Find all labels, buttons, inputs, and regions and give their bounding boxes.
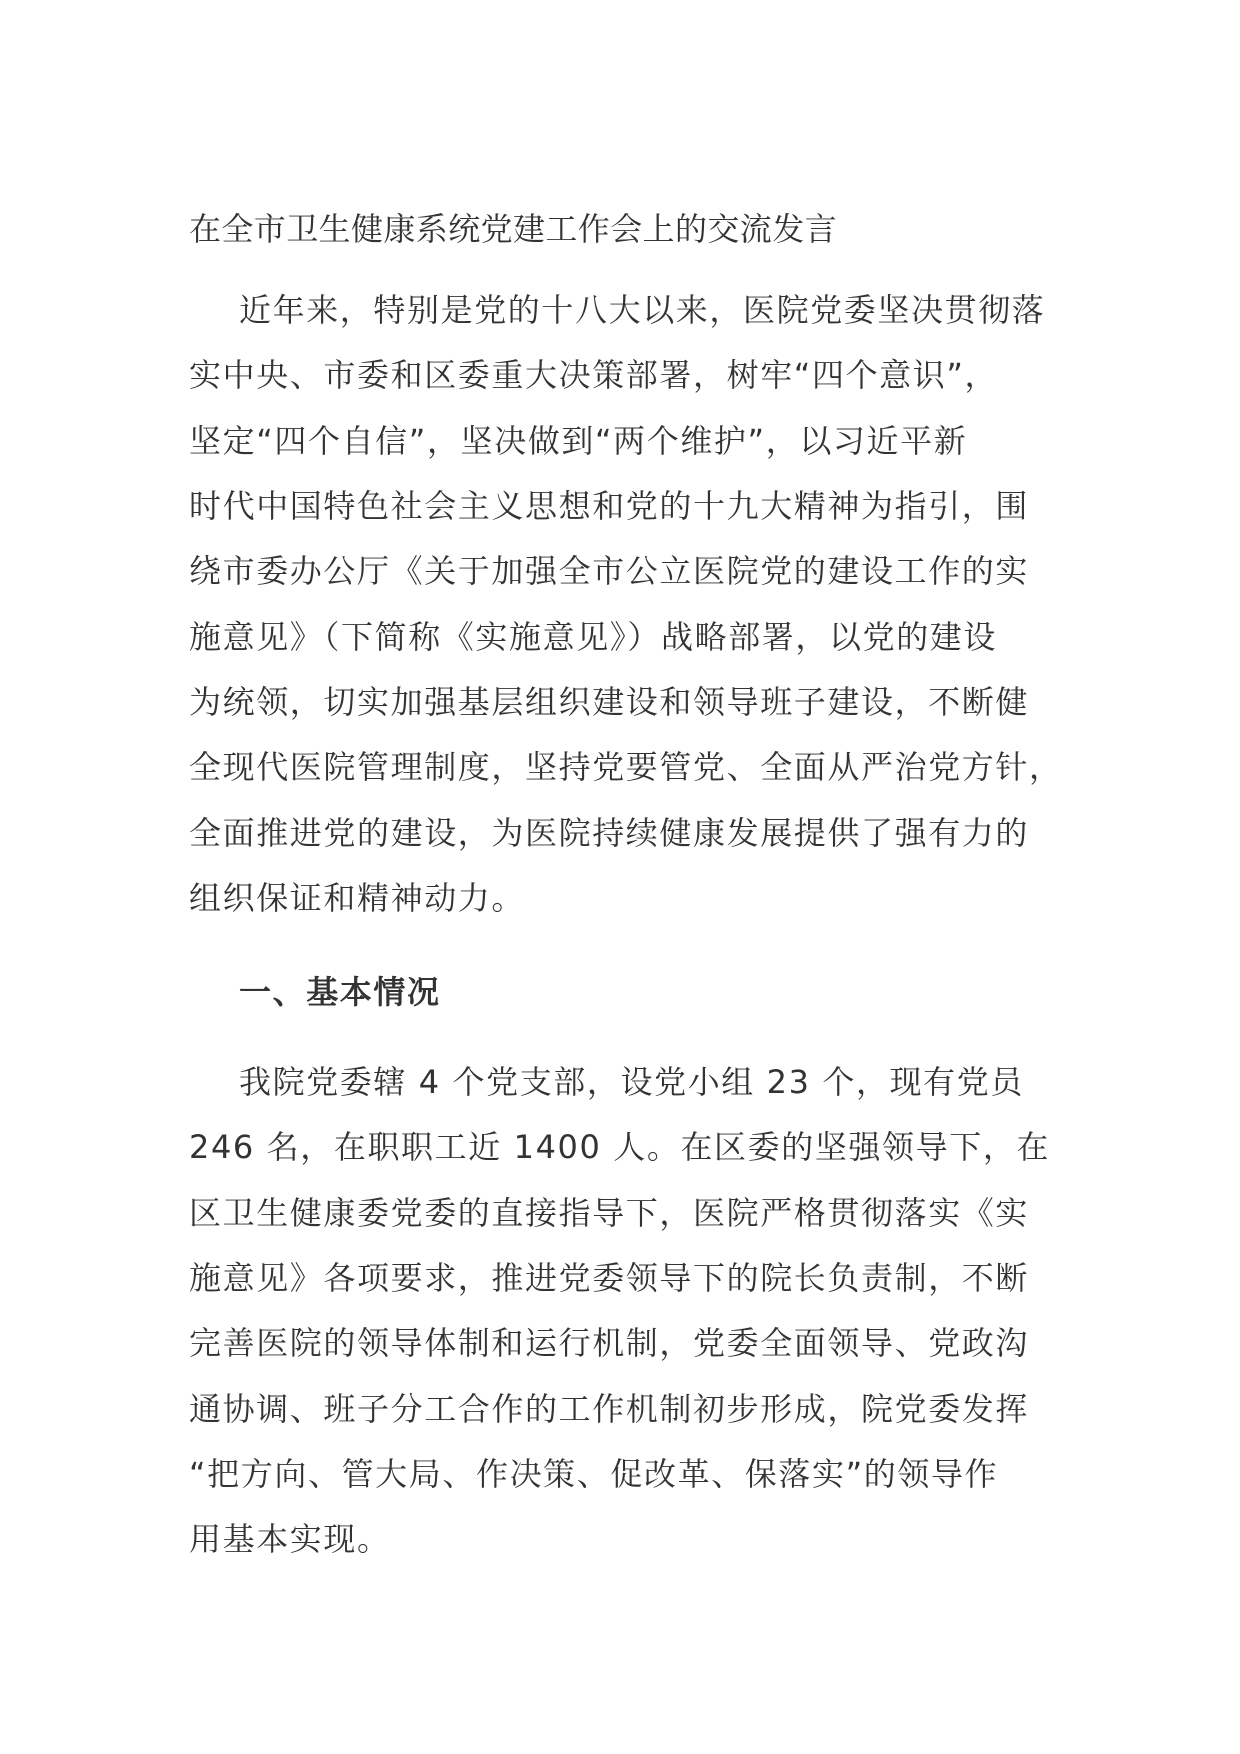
- paragraph-line: 用基本实现。: [189, 1520, 391, 1558]
- document-title: 在全市卫生健康系统党建工作会上的交流发言: [189, 210, 838, 248]
- paragraph-line: 施意见》（下简称《实施意见》）战略部署，以党的建设: [189, 618, 998, 656]
- paragraph-line: 完善医院的领导体制和运行机制，党委全面领导、党政沟: [189, 1324, 1030, 1362]
- paragraph-line: 通协调、班子分工合作的工作机制初步形成，院党委发挥: [189, 1390, 1030, 1428]
- paragraph-line: 实中央、市委和区委重大决策部署，树牢“四个意识”，: [189, 356, 999, 394]
- paragraph-line: 时代中国特色社会主义思想和党的十九大精神为指引，围: [189, 487, 1030, 525]
- paragraph-line: 坚定“四个自信”，坚决做到“两个维护”，以习近平新: [189, 422, 968, 460]
- paragraph-line: 全现代医院管理制度，坚持党要管党、全面从严治党方针，: [189, 748, 1063, 786]
- paragraph-line: 区卫生健康委党委的直接指导下，医院严格贯彻落实《实: [189, 1194, 1030, 1232]
- paragraph-line: 施意见》各项要求，推进党委领导下的院长负责制，不断: [189, 1259, 1030, 1297]
- paragraph-line: 组织保证和精神动力。: [189, 879, 526, 917]
- paragraph-line: 全面推进党的建设，为医院持续健康发展提供了强有力的: [189, 814, 1030, 852]
- paragraph-line: 为统领，切实加强基层组织建设和领导班子建设，不断健: [189, 683, 1030, 721]
- paragraph-line: 近年来，特别是党的十八大以来，医院党委坚决贯彻落: [239, 291, 1046, 329]
- paragraph-line: “把方向、管大局、作决策、促改革、保落实”的领导作: [189, 1455, 999, 1493]
- paragraph-line: 绕市委办公厅《关于加强全市公立医院党的建设工作的实: [189, 552, 1030, 590]
- section-heading: 一、基本情况: [239, 973, 441, 1011]
- paragraph-line: 我院党委辖 4 个党支部，设党小组 23 个，现有党员: [239, 1063, 1024, 1101]
- paragraph-line: 246 名，在职职工近 1400 人。在区委的坚强领导下，在: [189, 1128, 1051, 1166]
